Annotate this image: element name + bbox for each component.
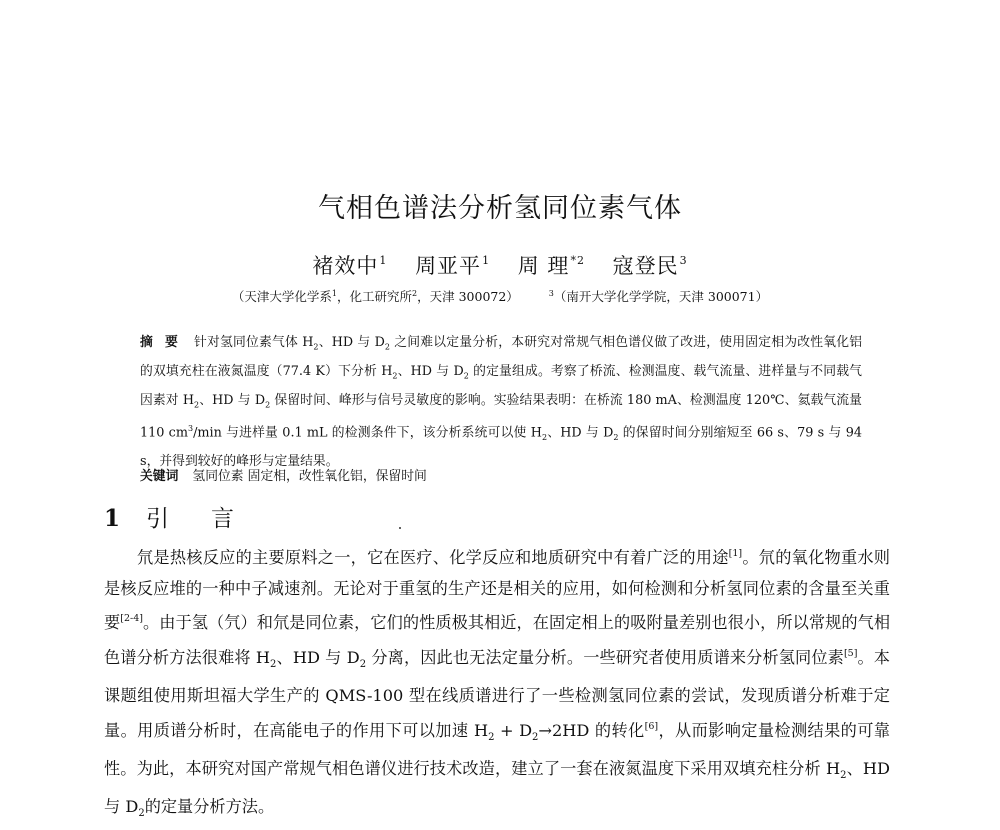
- affiliation-1: （天津大学化学系$^1$，化工研究所$^2$，天津 300072）: [231, 289, 519, 304]
- abstract: 摘要 针对氢同位素气体 $H_2$、HD 与 $D_2$ 之间难以定量分析，本研究对常规气相色谱仪做了改进，使用固定相为改性氧化铝的双填充柱在液氮温度（77.4 K）下分析 $H_2$、HD 与 $D_2$ 的定量组成。考察了桥流、检测温度、载气流量、进样量与不同载气因素对 $H_2$、HD 与 $D_2$ 保留时间、峰形与信号灵敏度的影响。实验结果表明：在桥流 180 mA、检测温度 120℃、氦载气流量 110 $cm^3/\min$ 与进样量 0.1 mL 的检测条件下，该分析系统可以使 $H_2$、HD 与 $D_2$ 的保留时间分别缩短至 66 s、79 s 与 94 s，并得到较好的峰形与定量结果。: [140, 335, 862, 470]
- paper-title: 气相色谱法分析氢同位素气体: [318, 193, 682, 224]
- affiliation-2: $^3$（南开大学化学学院，天津 300071）: [548, 289, 769, 304]
- author-name: 周 理: [517, 254, 570, 278]
- author-affiliation-mark: 3: [679, 254, 688, 267]
- author: [415, 254, 490, 278]
- author-name: 寇登民: [612, 254, 679, 278]
- citation: [5]: [843, 648, 858, 660]
- author: [312, 254, 387, 278]
- speck: [399, 527, 401, 529]
- author-affiliation-mark: 1: [482, 254, 491, 267]
- author-affiliation-mark: *2: [570, 254, 585, 267]
- body-paragraph: 氘是热核反应的主要原料之一，它在医疗、化学反应和地质研究中有着广泛的用途[1]。氘的氧化物重水则是核反应堆的一种中子减速剂。无论对于重氢的生产还是相关的应用，如何检测和分析氢同位素的含量至关重要[2-4]。由于氢（氕）和氘是同位素，它们的性质极其相近，在固定相上的吸附量差别也很小，所以常规的气相色谱分析方法很难将 $H_2$、HD 与 $D_2$ 分离，因此也无法定量分析。一些研究者使用质谱来分析氢同位素[5]。本课题组使用斯坦福大学生产的 QMS-100 型在线质谱进行了一些检测氢同位素的尝试，发现质谱分析难于定量。用质谱分析时，在高能电子的作用下可以加速 $H_2 + D_2\to 2HD$ 的转化[6]，从而影响定量检测结果的可靠性。为此，本研究对国产常规气相色谱仪进行技术改造，建立了一套在液氮温度下采用双填充柱分析 $H_2$、HD 与 $D_2$的定量分析方法。: [104, 548, 891, 819]
- citation: [6]: [644, 720, 659, 732]
- author: [613, 254, 688, 278]
- keywords: [140, 465, 862, 484]
- section-title: 引言: [146, 506, 277, 532]
- author: [518, 254, 585, 278]
- section-heading: [104, 500, 276, 533]
- author-name: 褚效中: [312, 254, 379, 278]
- affiliations: [0, 287, 1000, 305]
- section-number: 1: [104, 505, 121, 532]
- abstract-label: 摘要: [140, 335, 190, 350]
- author-list: [0, 250, 1000, 280]
- citation: [2-4]: [120, 613, 143, 625]
- keywords-label: 关键词: [140, 469, 179, 484]
- author-affiliation-mark: 1: [379, 254, 388, 267]
- keywords-text: 氢同位素 固定相，改性氧化铝，保留时间: [192, 469, 427, 484]
- citation: [1]: [728, 548, 743, 559]
- author-name: 周亚平: [415, 254, 482, 278]
